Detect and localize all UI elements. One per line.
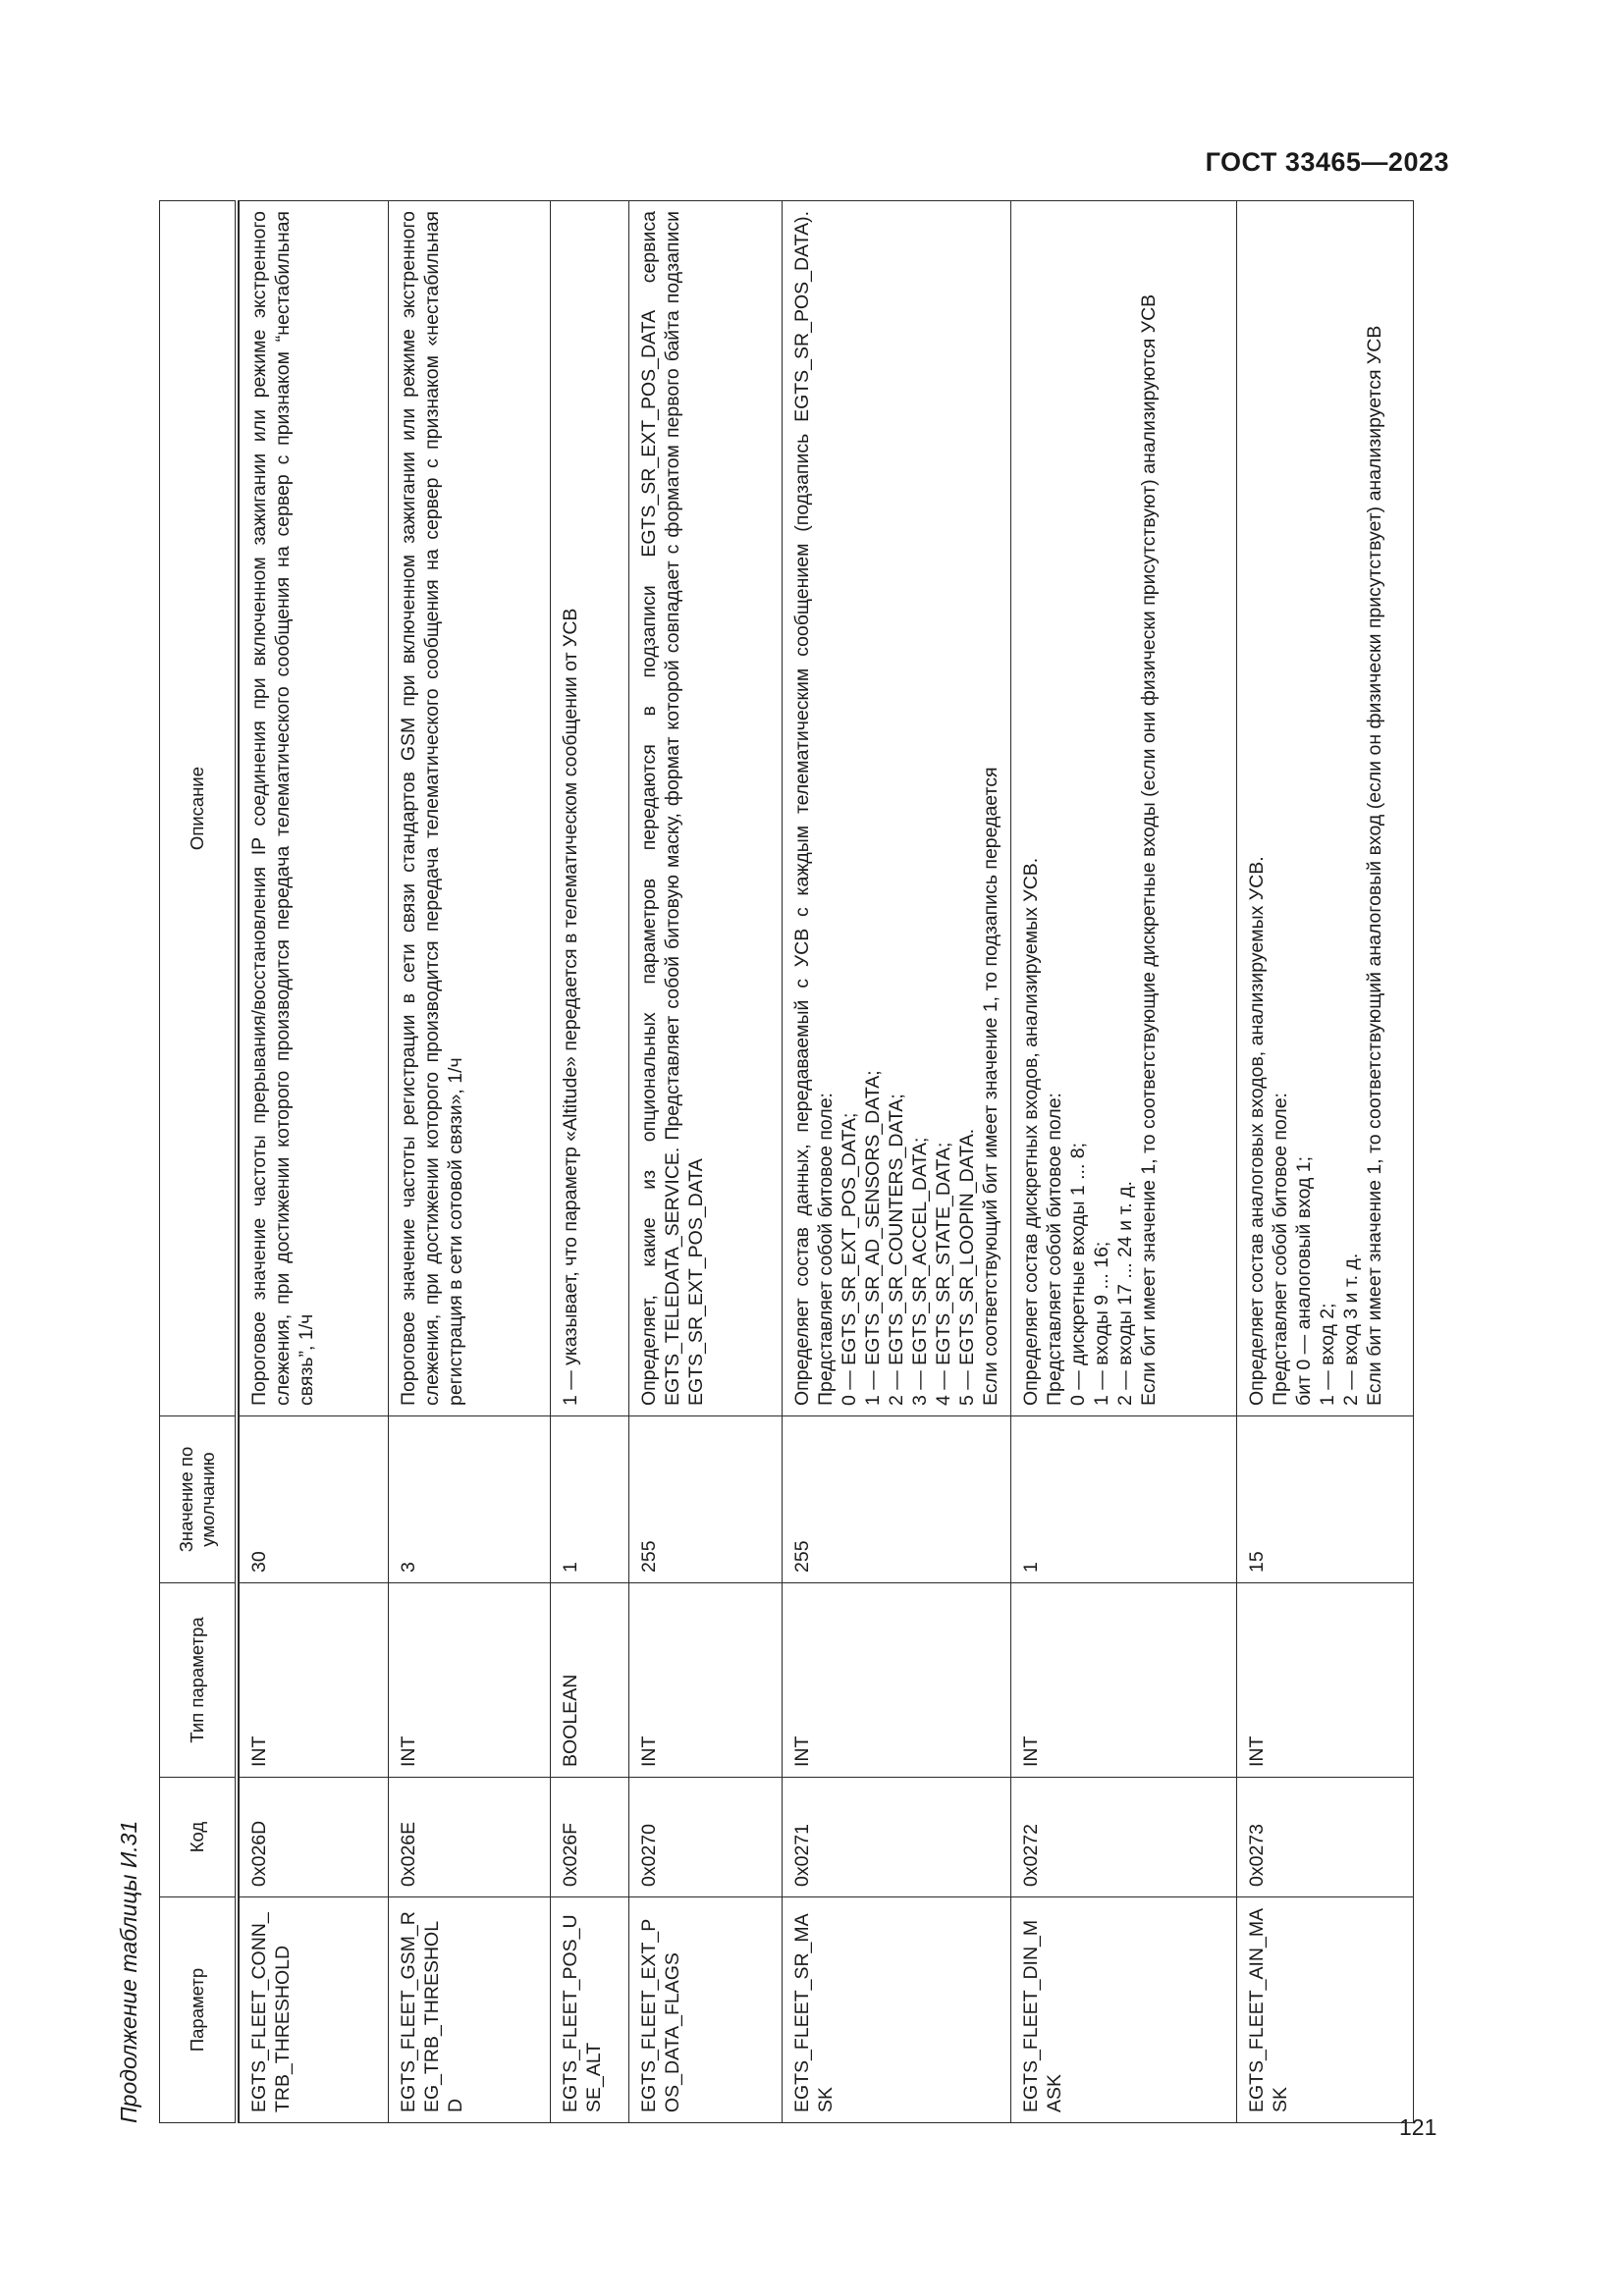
description-line: бит 0 — аналоговый вход 1;	[1293, 1155, 1315, 1406]
description-cell	[783, 201, 1011, 1416]
description-line: 2 — входы 17 ... 24 и т. д.	[1114, 1181, 1136, 1406]
description-line: Представляет собой битовое поле:	[1044, 1093, 1065, 1406]
code-cell: 0x0270	[629, 1778, 783, 1897]
description-line: Если бит имеет значение 1, то соответствующие дискретные входы (если они физически присутствуют) анализируются УСВ	[1138, 294, 1160, 1406]
description-line: 1 — указывает, что параметр «Altitude» передается в телематическом сообщении от УСВ	[560, 608, 581, 1406]
col-header-param: Параметр	[160, 1897, 238, 2123]
default-cell: 255	[629, 1416, 783, 1583]
default-cell: 30	[240, 1416, 389, 1583]
table-row	[551, 201, 629, 2123]
description-line: 3 — EGTS_SR_ACCEL_DATA;	[909, 1137, 931, 1406]
table-header-row	[160, 201, 238, 2123]
code-cell: 0x0272	[1011, 1778, 1237, 1897]
code-cell: 0x0271	[783, 1778, 1011, 1897]
description-line: 1 — входы 9 ... 16;	[1091, 1241, 1112, 1406]
table-caption: Продолжение таблицы И.31	[116, 1820, 141, 2123]
description-line: Определяет состав дискретных входов, анализируемых УСВ.	[1020, 857, 1042, 1406]
description-line: 0 — EGTS_SR_EXT_POS_DATA;	[839, 1112, 860, 1406]
description-cell	[551, 201, 629, 1416]
param-cell: EGTS_FLEET_CONN_TRB_THRESHOLD	[240, 1897, 389, 2123]
standard-header: ГОСТ 33465—2023	[1205, 147, 1449, 177]
description-cell	[629, 201, 783, 1416]
type-cell: INT	[783, 1583, 1011, 1778]
description-line: Определяет, какие из опциональных параметров передаются в подзаписи EGTS_SR_EXT_POS_DATA сервиса EGTS_TELEDATA_SERVICE. Представляет собой битовую маску, формат которой совпадает с форматом первого байта подзаписи EGTS_SR_EXT_POS_DATA	[638, 211, 707, 1406]
type-cell: INT	[389, 1583, 551, 1778]
description-cell	[389, 201, 551, 1416]
description-line: Пороговое значение частоты регистрации в сети связи стандартов GSM при включенном зажигании или режиме экстренного слежения, при достижении которого производится передача телематического сообщения на сервер с признаком «нестабильная регистрация в сети сотовой связи», 1/ч	[398, 211, 466, 1406]
table-row	[783, 201, 1011, 2123]
code-cell: 0x026F	[551, 1778, 629, 1897]
description-cell	[1011, 201, 1237, 1416]
type-cell: INT	[1011, 1583, 1237, 1778]
default-cell: 1	[1011, 1416, 1237, 1583]
default-cell: 15	[1237, 1416, 1414, 1583]
col-header-type: Тип параметра	[160, 1583, 238, 1778]
type-cell: INT	[629, 1583, 783, 1778]
default-cell: 1	[551, 1416, 629, 1583]
description-cell	[240, 201, 389, 1416]
description-line: Представляет собой битовое поле:	[1270, 1093, 1291, 1406]
col-header-code: Код	[160, 1778, 238, 1897]
description-line: 1 — вход 2;	[1317, 1303, 1338, 1406]
param-cell: EGTS_FLEET_POS_USE_ALT	[551, 1897, 629, 2123]
code-cell: 0x026E	[389, 1778, 551, 1897]
param-cell: EGTS_FLEET_EXT_POS_DATA_FLAGS	[629, 1897, 783, 2123]
code-cell: 0x0273	[1237, 1778, 1414, 1897]
table-row	[240, 201, 389, 2123]
param-cell: EGTS_FLEET_SR_MASK	[783, 1897, 1011, 2123]
param-cell: EGTS_FLEET_AIN_MASK	[1237, 1897, 1414, 2123]
parameters-table	[159, 200, 1414, 2123]
table-row	[629, 201, 783, 2123]
description-cell	[1237, 201, 1414, 1416]
default-cell: 255	[783, 1416, 1011, 1583]
description-line: 2 — EGTS_SR_COUNTERS_DATA;	[886, 1094, 907, 1406]
rotated-table-block	[110, 201, 1432, 2123]
type-cell: INT	[240, 1583, 389, 1778]
description-line: 0 — дискретные входы 1 ... 8;	[1067, 1142, 1089, 1406]
type-cell: INT	[1237, 1583, 1414, 1778]
code-cell: 0x026D	[240, 1778, 389, 1897]
description-line: Определяет состав аналоговых входов, анализируемых УСВ.	[1246, 856, 1268, 1406]
default-cell: 3	[389, 1416, 551, 1583]
param-cell: EGTS_FLEET_DIN_MASK	[1011, 1897, 1237, 2123]
description-line: Пороговое значение частоты прерывания/восстановления IP соединения при включенном зажигании или режиме экстренного слежения, при достижении которого производится передача телематического сообщения на сервер с признаком “нестабильная связь”, 1/ч	[248, 211, 317, 1406]
col-header-default: Значение по умолчанию	[160, 1416, 238, 1583]
col-header-description: Описание	[160, 201, 238, 1416]
description-line: Если бит имеет значение 1, то соответствующий аналоговый вход (если он физически присутствует) анализируется УСВ	[1364, 325, 1385, 1406]
table-row	[1237, 201, 1414, 2123]
table-row	[1011, 201, 1237, 2123]
type-cell: BOOLEAN	[551, 1583, 629, 1778]
table-body	[237, 201, 1414, 2123]
description-line: Если соответствующий бит имеет значение 1, то подзапись передается	[980, 767, 1001, 1406]
page-number: 121	[1399, 2114, 1437, 2140]
description-line: 5 — EGTS_SR_LOOPIN_DATA.	[956, 1128, 978, 1406]
table-row	[389, 201, 551, 2123]
description-line: Определяет состав данных, передаваемый с УСВ с каждым телематическим сообщением (подзапись EGTS_SR_POS_DATA). Представляет собой битовое поле:	[791, 211, 837, 1406]
param-cell: EGTS_FLEET_GSM_REG_TRB_THRESHOLD	[389, 1897, 551, 2123]
description-line: 4 — EGTS_SR_STATE_DATA;	[933, 1142, 954, 1406]
description-line: 1 — EGTS_SR_AD_SENSORS_DATA;	[862, 1070, 884, 1406]
description-line: 2 — вход 3 и т. д.	[1340, 1253, 1362, 1406]
